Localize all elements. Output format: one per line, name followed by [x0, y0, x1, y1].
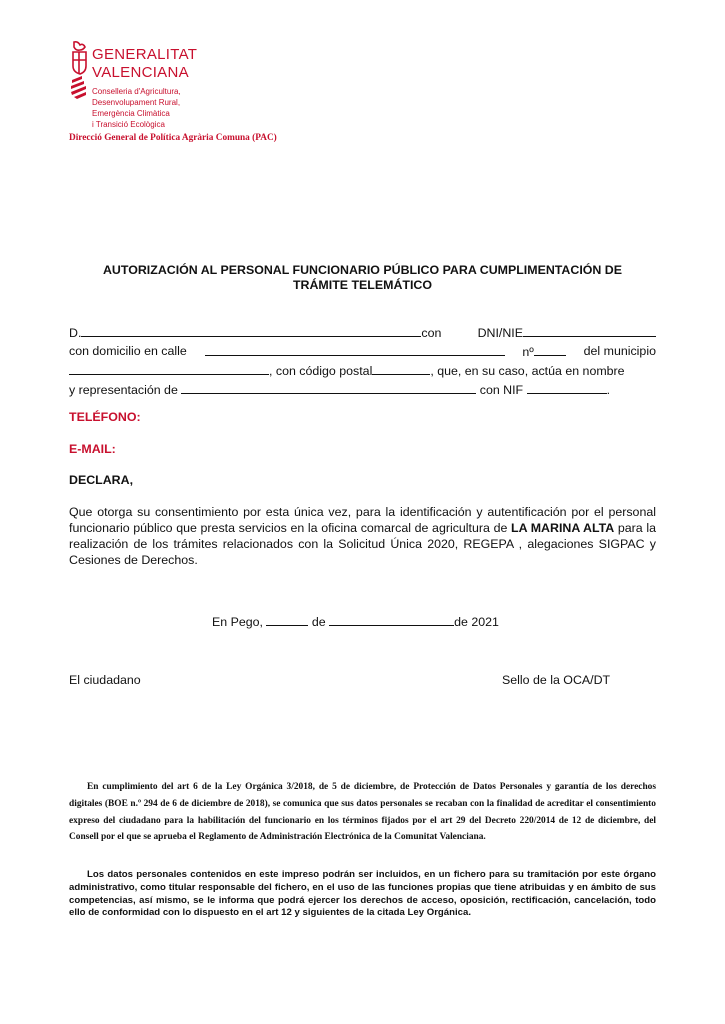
postal-code-field[interactable] — [372, 361, 430, 375]
number-field[interactable] — [534, 342, 566, 356]
declara-heading: DECLARA, — [69, 473, 134, 487]
street-field[interactable] — [205, 342, 505, 356]
logo-line-2: VALENCIANA — [92, 64, 189, 81]
document-title — [60, 263, 665, 293]
date-line — [212, 612, 499, 629]
year-label: de 2021 — [454, 615, 499, 629]
month-field[interactable] — [329, 612, 454, 626]
nif-label: con NIF — [479, 383, 524, 397]
form-row-municipality — [69, 361, 656, 380]
conselleria-line: Desenvolupament Rural, — [92, 98, 181, 107]
conselleria-line: Emergència Climàtica — [92, 109, 170, 118]
telefono-label: TELÉFONO: — [69, 410, 141, 424]
title-line-1: AUTORIZACIÓN AL PERSONAL FUNCIONARIO PÚBLICO PARA CUMPLIMENTACIÓN DE — [102, 263, 623, 277]
form-row-representation — [69, 380, 656, 399]
stamp-label: Sello de la OCA/DT — [502, 673, 611, 687]
declaration-text — [69, 504, 656, 568]
office-name: LA MARINA ALTA — [511, 521, 615, 535]
email-label: E-MAIL: — [69, 442, 116, 456]
legal-notice-2: Los datos personales contenidos en este impreso podrán ser incluidos, en un fichero para su tramitación por este órgano administrativo, como titular responsable del fichero, en el uso de las funciones propias que tiene atribuidas y en ámbito de sus competencias, así mismo, se le informa que podrá ejercer los derechos de acceso, oposición, rectificación, cancelación, todo ello de conformidad con lo dispuesto en el art 12 y siguientes de la citada Ley Orgánica. — [69, 869, 656, 919]
conselleria-line: Conselleria d'Agricultura, — [92, 87, 181, 96]
logo-line-1: GENERALITAT — [92, 46, 198, 63]
represented-field[interactable] — [181, 380, 476, 394]
coat-of-arms-icon — [68, 40, 90, 102]
caso-label: , que, en su caso, actúa en nombre — [430, 364, 625, 378]
form-row-name — [69, 323, 656, 342]
representacion-label: y representación de — [69, 383, 178, 397]
numero-label: nº — [522, 345, 534, 359]
municipio-label: del municipio — [583, 344, 656, 358]
personal-data-form — [69, 323, 656, 399]
d-label: D. — [69, 326, 82, 340]
cp-label: , con código postal — [269, 364, 373, 378]
citizen-signature-label: El ciudadano — [69, 673, 141, 687]
declaration-text-1: Que otorga su consentimiento por esta única vez, para la identificación y autentificación por el personal funcionario público que presta servicios en la oficina comarcal de agricultura de — [69, 505, 656, 535]
domicilio-label: con domicilio en calle — [69, 344, 187, 358]
day-field[interactable] — [266, 612, 308, 626]
conselleria-name — [92, 86, 181, 130]
con-label: con — [421, 326, 442, 340]
dni-label: DNI/NIE — [477, 326, 523, 340]
place-label: En Pego, — [212, 615, 263, 629]
generalitat-wordmark — [92, 46, 197, 82]
conselleria-line: i Transició Ecològica — [92, 120, 165, 129]
period: . — [606, 383, 611, 397]
form-row-address — [69, 342, 656, 361]
dni-field[interactable] — [523, 323, 656, 337]
de-label: de — [311, 615, 326, 629]
municipality-field[interactable] — [69, 361, 269, 375]
name-field[interactable] — [81, 323, 421, 337]
title-line-2: TRÁMITE TELEMÁTICO — [292, 278, 433, 292]
declaration-text-2: para la realización de los trámites relacionados con la Solicitud Única 2020, REGEPA , alegaciones SIGPAC y Cesiones de Derechos. — [69, 521, 656, 567]
legal-notice-1: En cumplimiento del art 6 de la Ley Orgánica 3/2018, de 5 de diciembre, de Protección de Datos Personales y garantía de los derechos digitales (BOE n.º 294 de 6 de diciembre de 2018), se comunica que sus datos personales se recaban con la finalidad de acreditar el consentimiento expreso del ciudadano para la habilitación del funcionario en los términos fijados por el art 29 del Decreto 220/2014 de 12 de diciembre, del Consell por el que se aprueba el Reglamento de Administración Electrónica de la Comunitat Valenciana. — [69, 782, 656, 843]
nif-field[interactable] — [527, 380, 607, 394]
direccio-general: Direcció General de Política Agrària Comuna (PAC) — [69, 133, 277, 143]
